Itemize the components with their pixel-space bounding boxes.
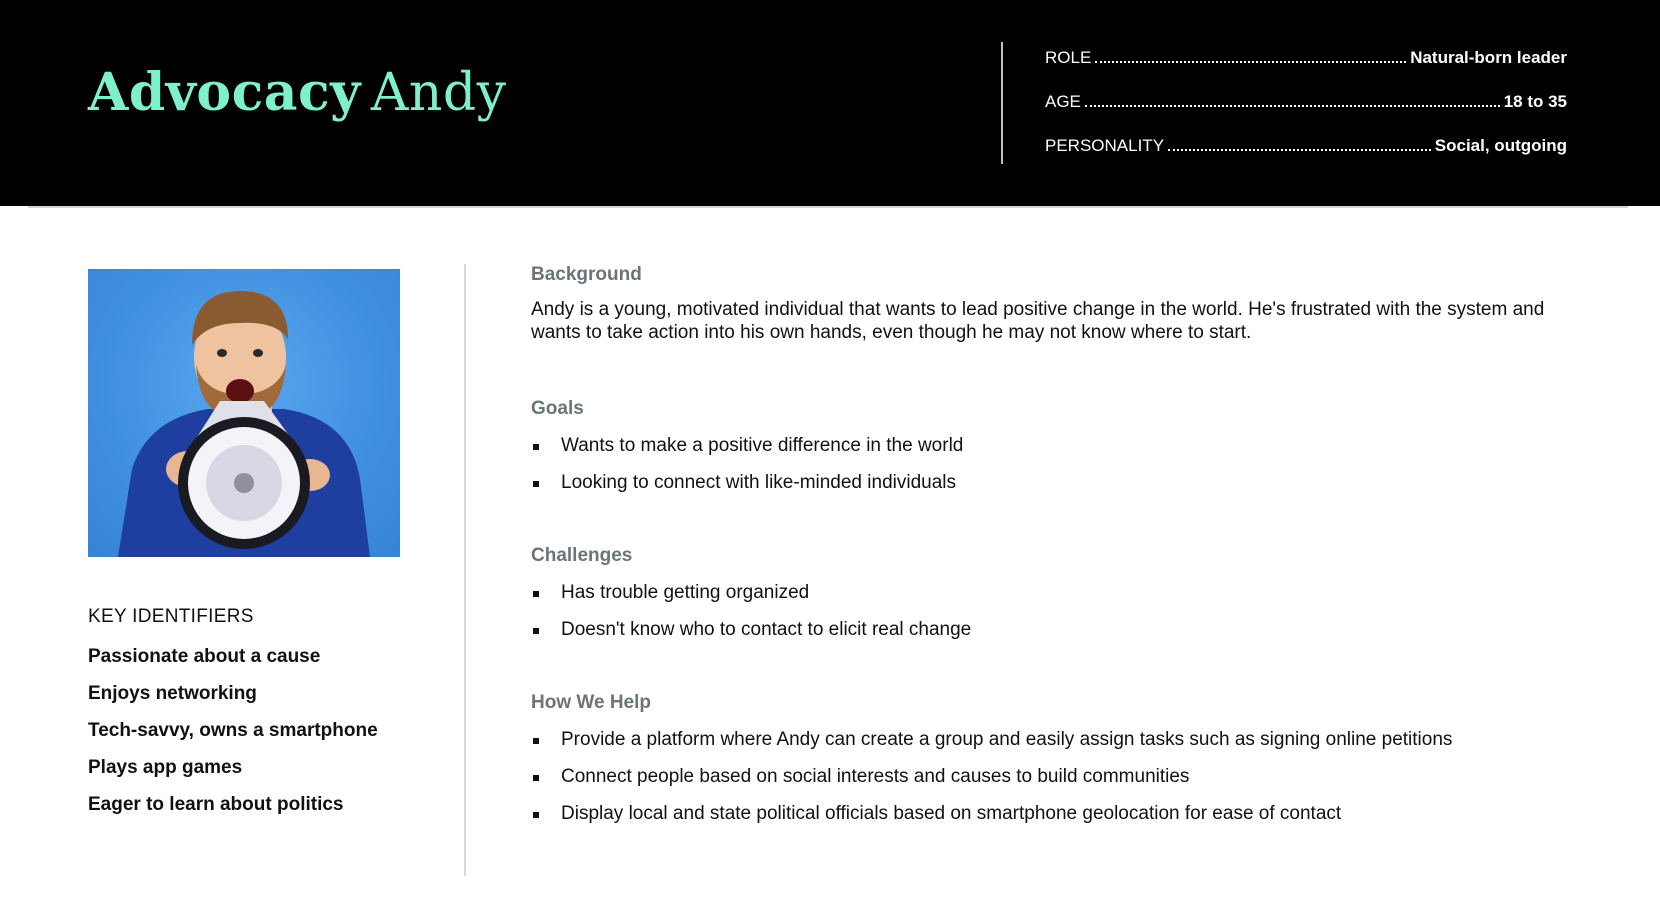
- background-section: [531, 264, 1561, 344]
- bullet-icon: [533, 444, 539, 450]
- dotted-leader: [1085, 93, 1500, 107]
- section-heading: Challenges: [531, 545, 633, 566]
- bullet-icon: [533, 738, 539, 744]
- list-item: [531, 471, 963, 508]
- stat-value: Social, outgoing: [1434, 136, 1567, 155]
- goals-section: [531, 398, 963, 508]
- list-item-text: Provide a platform where Andy can create a group and easily assign tasks such as signing online petitions: [561, 729, 1453, 750]
- persona-stats: [1045, 48, 1567, 180]
- list-item: Passionate about a cause: [88, 646, 321, 667]
- section-heading: How We Help: [531, 692, 651, 713]
- header-divider: [1001, 42, 1003, 164]
- how-we-help-list: [531, 728, 1452, 839]
- list-item: [531, 802, 1452, 839]
- persona-title-first: Advocacy: [88, 62, 361, 123]
- column-divider: [464, 264, 466, 876]
- list-item-text: Doesn't know who to contact to elicit real change: [561, 619, 972, 640]
- bullet-icon: [533, 775, 539, 781]
- list-item-text: Has trouble getting organized: [561, 582, 810, 603]
- list-item: [531, 581, 971, 618]
- bullet-icon: [533, 481, 539, 487]
- persona-header: [0, 0, 1660, 206]
- challenges-list: [531, 581, 971, 655]
- stat-personality: [1045, 136, 1567, 180]
- stat-label: ROLE: [1045, 48, 1092, 67]
- key-identifiers-heading: KEY IDENTIFIERS: [88, 606, 254, 627]
- bullet-icon: [533, 591, 539, 597]
- list-item-text: Looking to connect with like-minded individuals: [561, 472, 957, 493]
- list-item: [531, 728, 1452, 765]
- stat-value: 18 to 35: [1503, 92, 1567, 111]
- background-text: Andy is a young, motivated individual that wants to lead positive change in the world. He's frustrated with the system and wants to take action into his own hands, even though he may not know where to start.: [531, 299, 1545, 343]
- goals-list: [531, 434, 963, 508]
- persona-photo: [88, 269, 400, 557]
- stat-label: PERSONALITY: [1045, 136, 1165, 155]
- list-item-text: Wants to make a positive difference in the world: [561, 435, 964, 456]
- stat-role: [1045, 48, 1567, 92]
- list-item: [531, 434, 963, 471]
- list-item: Plays app games: [88, 757, 243, 778]
- how-we-help-section: [531, 692, 1452, 839]
- stat-value: Natural-born leader: [1410, 48, 1567, 67]
- bullet-icon: [533, 628, 539, 634]
- stat-label: AGE: [1045, 92, 1081, 111]
- list-item: Enjoys networking: [88, 683, 257, 704]
- person-with-megaphone-icon: [88, 269, 400, 557]
- challenges-section: [531, 545, 971, 655]
- list-item: [531, 618, 971, 655]
- bullet-icon: [533, 812, 539, 818]
- persona-title-last: Andy: [370, 63, 507, 123]
- key-identifiers-list: [88, 645, 378, 830]
- dotted-leader: [1095, 49, 1406, 63]
- section-heading: Goals: [531, 398, 584, 419]
- list-item: Eager to learn about politics: [88, 794, 344, 815]
- persona-title: [88, 62, 507, 123]
- stat-age: [1045, 92, 1567, 136]
- dotted-leader: [1168, 137, 1431, 151]
- list-item: Tech-savvy, owns a smartphone: [88, 720, 378, 741]
- section-heading: Background: [531, 264, 642, 285]
- list-item-text: Connect people based on social interests and causes to build communities: [561, 766, 1190, 787]
- list-item: [531, 765, 1452, 802]
- header-bottom-rule: [28, 206, 1628, 208]
- list-item-text: Display local and state political officials based on smartphone geolocation for ease of contact: [561, 803, 1342, 824]
